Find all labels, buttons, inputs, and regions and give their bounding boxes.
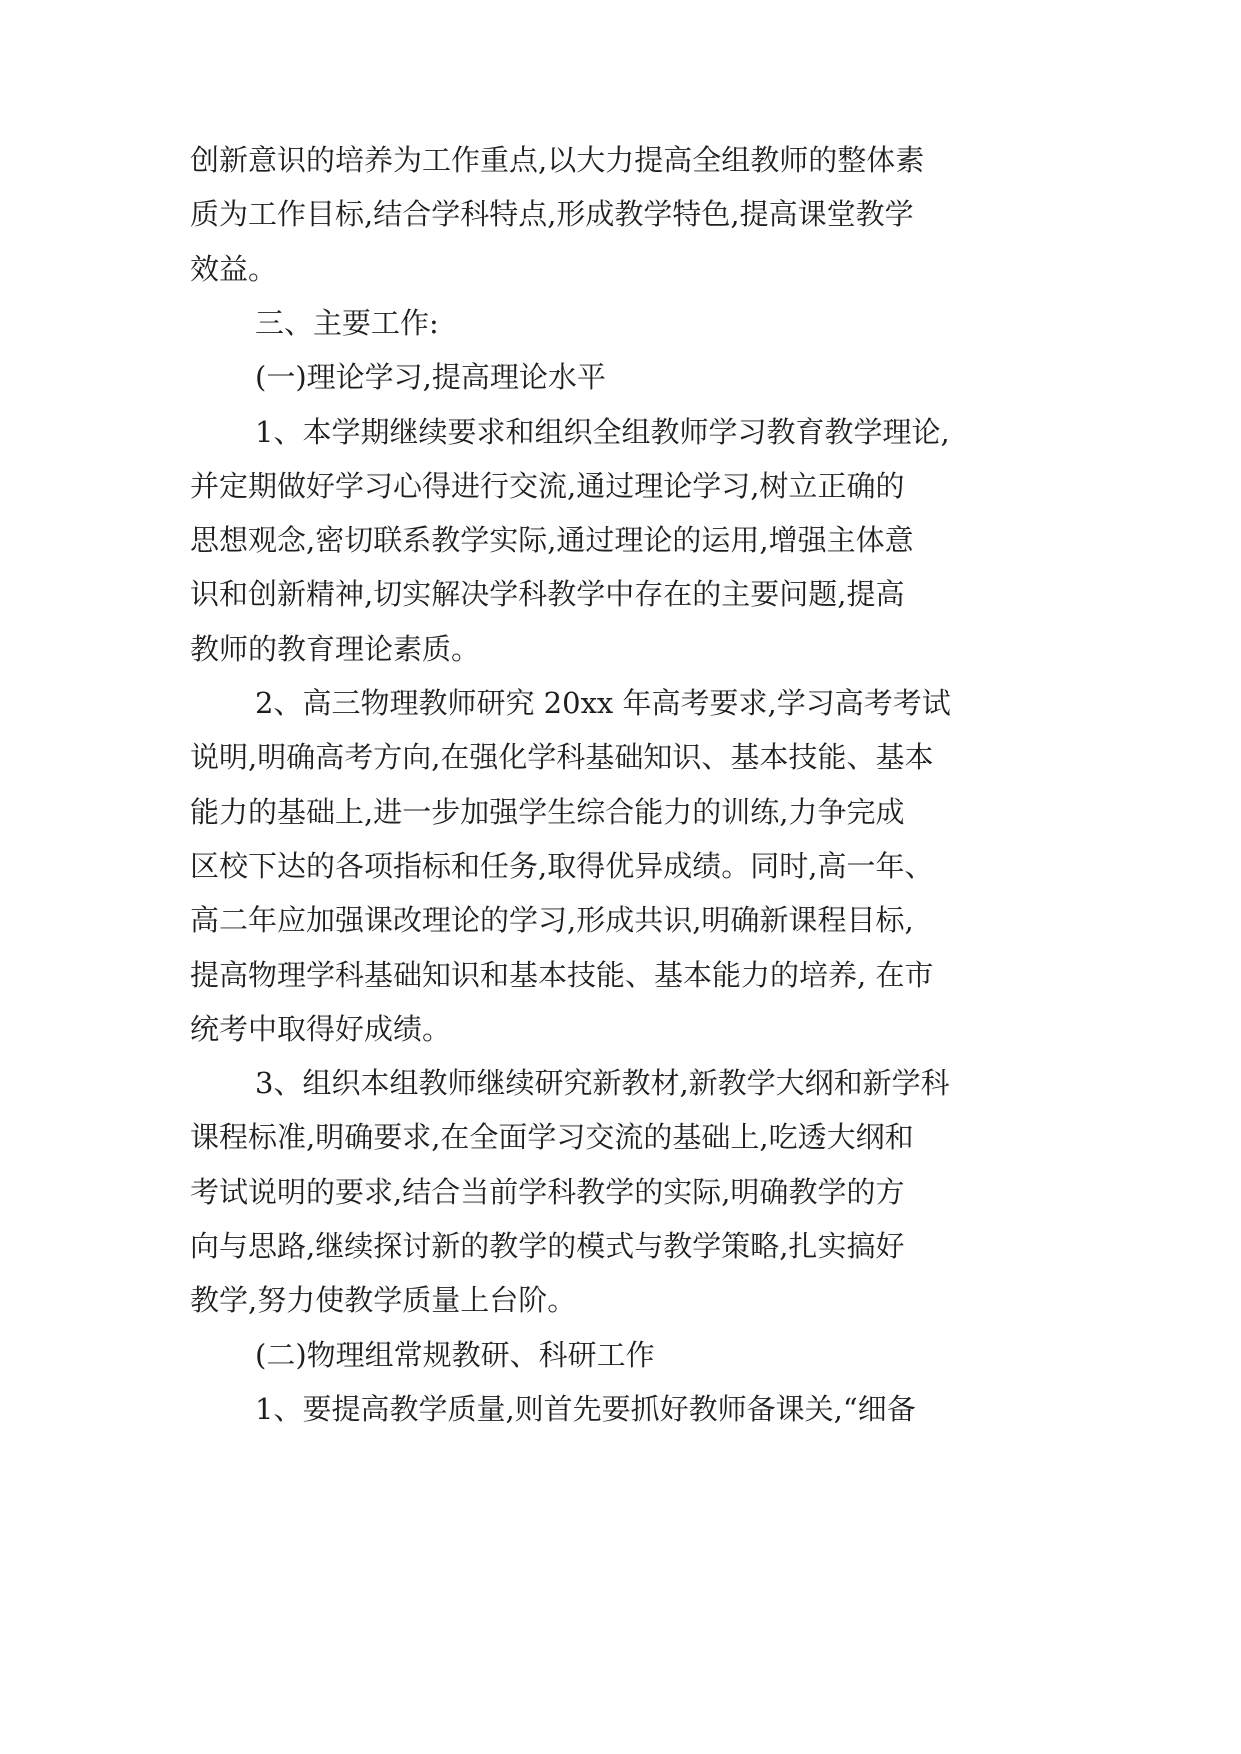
text-line: 说明,明确高考方向,在强化学科基础知识、基本技能、基本 — [190, 740, 934, 774]
text-line: 向与思路,继续探讨新的教学的模式与教学策略,扎实搞好 — [190, 1229, 905, 1263]
text-line: 区校下达的各项指标和任务,取得优异成绩。同时,高一年、 — [190, 849, 934, 883]
text-line: 提高物理学科基础知识和基本技能、基本能力的培养, 在市 — [190, 958, 934, 992]
text-line: 3、组织本组教师继续研究新教材,新教学大纲和新学科 — [255, 1066, 950, 1100]
text-line: 1、本学期继续要求和组织全组教师学习教育教学理论, — [255, 415, 950, 449]
text-line: 效益。 — [190, 252, 278, 286]
text-line: 三、主要工作: — [255, 306, 439, 340]
text-line: (一)理论学习,提高理论水平 — [255, 360, 606, 394]
text-line: 识和创新精神,切实解决学科教学中存在的主要问题,提高 — [190, 577, 905, 611]
text-line: 思想观念,密切联系教学实际,通过理论的运用,增强主体意 — [190, 523, 914, 557]
text-line: 高二年应加强课改理论的学习,形成共识,明确新课程目标, — [190, 903, 914, 937]
text-line: 教师的教育理论素质。 — [190, 632, 481, 666]
text-line: 课程标准,明确要求,在全面学习交流的基础上,吃透大纲和 — [190, 1120, 914, 1154]
text-line: 创新意识的培养为工作重点,以大力提高全组教师的整体素 — [190, 143, 925, 177]
text-line: 教学,努力使教学质量上台阶。 — [190, 1283, 577, 1317]
text-line: 1、要提高教学质量,则首先要抓好教师备课关,“细备 — [255, 1392, 916, 1426]
text-line: 能力的基础上,进一步加强学生综合能力的训练,力争完成 — [190, 795, 905, 829]
text-line: (二)物理组常规教研、科研工作 — [255, 1338, 655, 1372]
text-line: 2、高三物理教师研究 20xx 年高考要求,学习高考考试 — [255, 686, 951, 720]
text-line: 并定期做好学习心得进行交流,通过理论学习,树立正确的 — [190, 469, 905, 503]
text-line: 考试说明的要求,结合当前学科教学的实际,明确教学的方 — [190, 1175, 905, 1209]
text-line: 统考中取得好成绩。 — [190, 1012, 452, 1046]
text-line: 质为工作目标,结合学科特点,形成教学特色,提高课堂教学 — [190, 197, 914, 231]
